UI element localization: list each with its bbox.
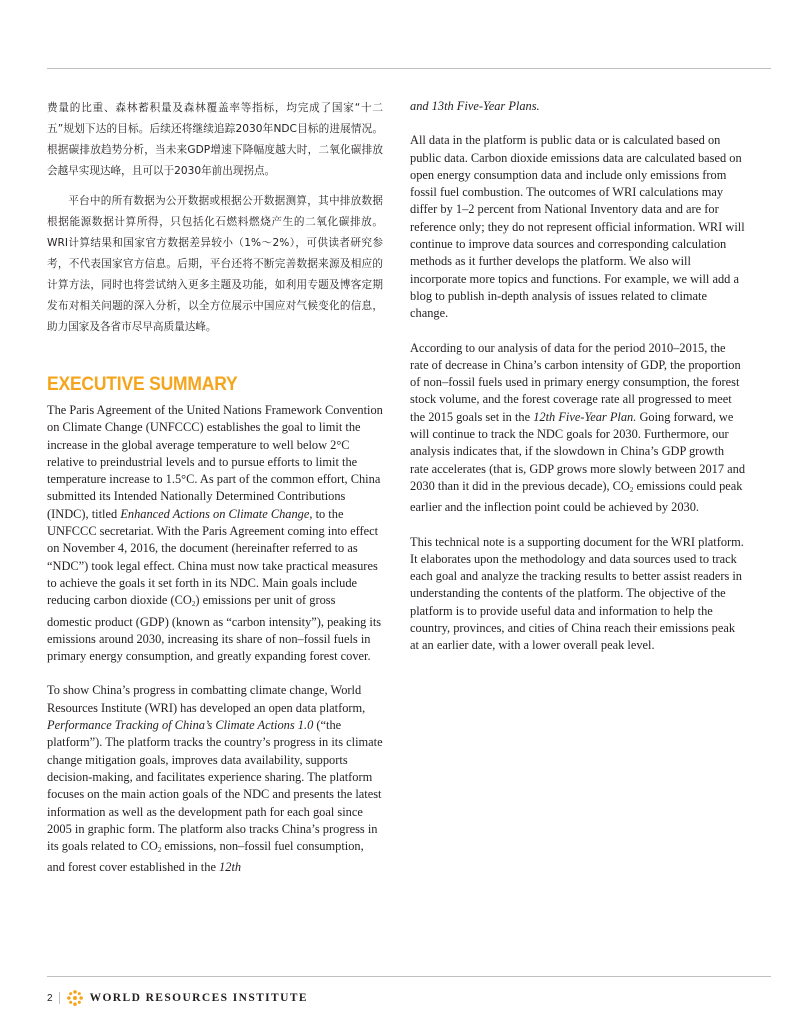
chinese-paragraph-1: 费量的比重、森林蓄积量及森林覆盖率等指标，均完成了国家“十二五”规划下达的目标。后续还将继续追踪2030年NDC目标的进展情况。根据碳排放趋势分析，当未来GDP增速下降幅度越大时，二氧化碳排放会越早实现达峰，且可以于2030年前出现拐点。 bbox=[47, 102, 383, 177]
wri-flower-logo-icon bbox=[66, 989, 84, 1007]
organization-name: WORLD RESOURCES INSTITUTE bbox=[89, 992, 308, 1004]
chinese-paragraph-2: 平台中的所有数据为公开数据或根据公开数据测算，其中排放数据根据能源数据计算所得，只包括化石燃料燃烧产生的二氧化碳排放。WRI计算结果和国家官方数据差异较小（1%～2%），可供读者研究参考，不代表国家官方信息。后期，平台还将不断完善数据来源及相应的计算方法，同时也将尝试纳入更多主题及功能，如利用专题及博客定期发布对相关问题的深入分析，以全方位展示中国应对气候变化的信息，助力国家及各省市尽早高质量达峰。 bbox=[47, 195, 383, 333]
section-heading: EXECUTIVE SUMMARY bbox=[47, 374, 238, 395]
technical-note-paragraph: This technical note is a supporting document for the WRI platform. It elaborates upon the methodology and data sources used to track each goal and analyze the tracking results to better assist readers in understanding the contents of the platform. The objective of the platform is to provide useful data and information to help the country, provinces, and cities of China reach their emissions peak at an earlier date, with a lower overall peak level. bbox=[410, 534, 744, 653]
data-sources-paragraph: All data in the platform is public data or is calculated based on public data. Carbon dioxide emissions data are calculated based on open energy consumption data and include only emissions from fossil fuel combustion. The outcomes of WRI calculations may differ by 1–2 percent from National Inventory data and are for reference only; they do not represent official information. WRI will continue to improve data sources and corresponding calculation methods as it further develops the platform. We also will incorporate more topics and functions. For example, we will add a blog to publish in-depth analysis of issues related to climate change. bbox=[410, 133, 745, 321]
footer-divider bbox=[59, 992, 60, 1004]
analysis-paragraph: According to our analysis of data for the period 2010–2015, the rate of decrease in China’s carbon intensity of GDP, the proportion of non–fossil fuels used in primary energy consumption, the forest stock volume, and the forest coverage rate all progressed to meet the 2015 goals set in the 12th Five-Year Plan. Going forward, we will continue to track the NDC goals for 2030. Furthermore, our analysis indicates that, if the slowdown in China’s GDP growth rate accelerates (that is, GDP grows more slowly between 2017 and 2030 than it did in the previous decade), $CO_2$ emissions could peak earlier and the inflection point could be achieved by 2030. bbox=[410, 340, 746, 515]
header-rule bbox=[47, 68, 771, 69]
summary-paragraph-2: To show China’s progress in combatting climate change, World Resources Institute (WRI) has developed an open data platform, Performance Tracking of China’s Climate Actions 1.0 (“the platform”). The platform tracks the country’s progress in its climate change mitigation goals, improves data availability, supports decision-making, and facilitates experience sharing. The platform focuses on the main action goals of the NDC and presents the latest information as well as the development path for each goal since 2005 in graphic form. The platform also tracks China’s progress in its goals related to $CO_2$ emissions, non–fossil fuel consumption, and forest cover established in the 12th bbox=[47, 683, 383, 875]
page-number: 2 bbox=[47, 992, 53, 1004]
footer-rule bbox=[47, 976, 771, 977]
page-footer bbox=[47, 989, 308, 1007]
right-column bbox=[410, 98, 745, 655]
summary-paragraph-1: The Paris Agreement of the United Nations Framework Convention on Climate Change (UNFCCC) establishes the goal to limit the increase in the global average temperature to well below 2°C relative to preindustrial levels and to pursue efforts to limit the temperature increase to 1.5°C. As part of the common effort, China submitted its Intended Nationally Determined Contributions (INDC), titled Enhanced Actions on Climate Change, to the UNFCCC secretariat. With the Paris Agreement coming into effect on November 4, 2016, the document (hereinafter referred to as “NDC”) took legal effect. China must now take practical measures to achieve the goals it set forth in its NDC. Main goals include reducing carbon dioxide $(CO_2)$ emissions per unit of gross domestic product (GDP) (known as “carbon intensity”), peaking its emissions around 2030, increasing its share of non–fossil fuels in primary energy consumption, and greatly expanding forest cover. bbox=[47, 403, 383, 664]
continued-paragraph: and 13th Five-Year Plans. bbox=[410, 99, 540, 113]
left-column bbox=[47, 98, 383, 877]
